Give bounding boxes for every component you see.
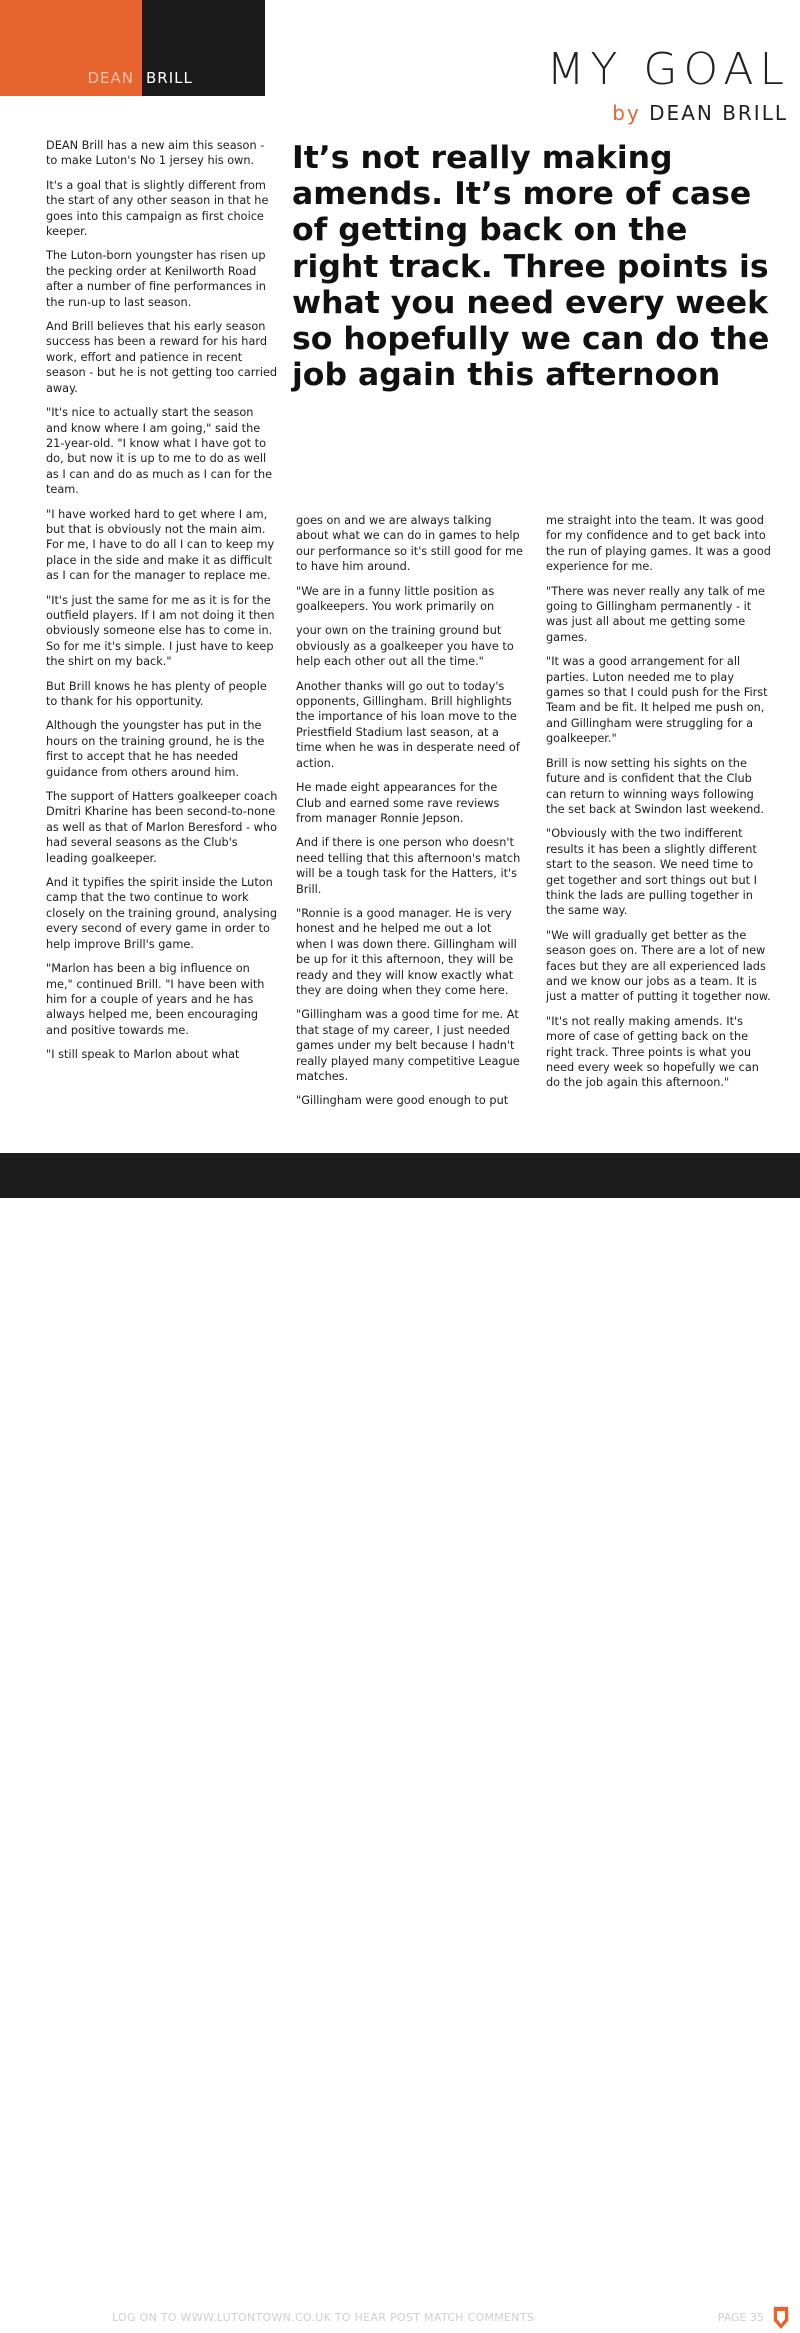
paragraph: "We are in a funny little position as goalkeepers. You work primarily on [296, 584, 495, 614]
page-title: MY GOAL [546, 44, 790, 95]
tag-first-name: DEAN [87, 69, 134, 87]
paragraph: Although the youngster has put in the hours on the training ground, he is the first to accept that he has needed guidance from others around him. [46, 719, 265, 779]
club-crest-icon [770, 2303, 792, 2333]
article-column-3 [546, 513, 774, 1100]
paragraph: "Ronnie is a good manager. He is very honest and he helped me out a lot when I was down there. Gillingham will be up for it this afternoon, they will be ready and they will know exactly what they are doing when they come here. [296, 906, 517, 997]
article-column-1 [46, 138, 278, 1072]
byline [612, 101, 788, 125]
paragraph: "Obviously with the two indifferent results it has been a slightly different start to the season. We need time to get together and sort things out but I think the lads are pulling together in the same way. [546, 827, 757, 918]
pull-quote: It’s not really making amends. It’s more of case of getting back on the right track. Three points is what you need every week so hopefully we can do the job again this afternoon [292, 140, 770, 394]
paragraph: The Luton-born youngster has risen up the pecking order at Kenilworth Road after a number of fine performances in the run-up to last season. [46, 249, 266, 309]
paragraph: He made eight appearances for the Club and earned some rave reviews from manager Ronnie Jepson. [296, 781, 500, 825]
paragraph: And Brill believes that his early season success has been a reward for his hard work, effort and patience in recent season - but he is not getting too carried away. [46, 320, 278, 395]
paragraph: "I have worked hard to get where I am, but that is obviously not the main aim. For me, I have to do all I can to keep my place in the side and make it as difficult as I can for the manager to replace me. [46, 507, 275, 583]
byline-by: by [612, 101, 641, 125]
paragraph: your own on the training ground but obviously as a goalkeeper you have to help each other out all the time." [296, 624, 514, 669]
paragraph: Another thanks will go out to today's opponents, Gillingham. Brill highlights the importance of his loan move to the Priestfield Stadium last season, at a time when he was in desperate need of action. [296, 679, 520, 770]
footer-website-link[interactable]: LOG ON TO WWW.LUTONTOWN.CO.UK TO HEAR POST MATCH COMMENTS [112, 2311, 535, 2324]
paragraph: "It's nice to actually start the season and know where I am going," said the 21-year-old. "I know what I have got to do, but now it is up to me to do as well as I can and do as much as I can for the team. [46, 406, 273, 497]
section-tag [0, 0, 265, 96]
paragraph: Brill is now setting his sights on the future and is confident that the Club can return to winning ways following the set back at Swindon last weekend. [546, 756, 765, 816]
paragraph: "There was never really any talk of me going to Gillingham permanently - it was just all about me getting some games. [546, 584, 766, 644]
paragraph: "It's not really making amends. It's more of case of getting back on the right track. Three points is what you need every week so hopefully we can do the job again this afternoon." [546, 1014, 759, 1090]
paragraph: "Gillingham were good enough to put [296, 1094, 509, 1108]
tag-last-name: BRILL [146, 69, 193, 87]
paragraph: It's a goal that is slightly different from the start of any other season in that he goes into this campaign as first choice keeper. [46, 178, 269, 239]
paragraph: "I still speak to Marlon about what [46, 1048, 240, 1062]
paragraph: goes on and we are always talking about what we can do in games to help our performance so it's still good for me to have him around. [296, 514, 523, 574]
paragraph: DEAN Brill has a new aim this season - to make Luton's No 1 jersey his own. [46, 139, 265, 168]
paragraph: "It was a good arrangement for all parties. Luton needed me to play games so that I could push for the First Team and be fit. It helped me push on, and Gillingham were struggling for a goalkeeper." [546, 655, 768, 746]
paragraph: And if there is one person who doesn't need telling that this afternoon's match will be a tough task for the Hatters, it's Brill. [296, 836, 521, 896]
paragraph: "It's just the same for me as it is for the outfield players. If I am not doing it then obviously someone else has to come in. So for me it's simple. I just have to keep the shirt on my back." [46, 593, 275, 669]
paragraph: "Marlon has been a big influence on me," continued Brill. "I have been with him for a couple of years and he has always helped me, been encouraging and positive towards me. [46, 962, 265, 1037]
paragraph: "We will gradually get better as the season goes on. There are a lot of new faces but they are all experienced lads and we know our jobs as a team. It is just a matter of putting it together now. [546, 928, 771, 1004]
paragraph: The support of Hatters goalkeeper coach Dmitri Kharine has been second-to-none as well as that of Marlon Beresford - who had several seasons as the Club's leading goalkeeper. [46, 790, 278, 865]
page-number: PAGE 35 [717, 2311, 764, 2324]
paragraph: But Brill knows he has plenty of people to thank for his opportunity. [46, 679, 267, 708]
byline-author: DEAN BRILL [649, 101, 788, 125]
article-column-2 [296, 513, 524, 1118]
paragraph: And it typifies the spirit inside the Luton camp that the two continue to work closely on the training ground, analysing every second of every game in order to help improve Brill's game. [46, 876, 277, 951]
paragraph: "Gillingham was a good time for me. At that stage of my career, I just needed games under my belt because I hadn't really played many competitive League matches. [296, 1008, 520, 1083]
paragraph: me straight into the team. It was good for my confidence and to get back into the run of playing games. It was a good experience for me. [546, 514, 771, 574]
